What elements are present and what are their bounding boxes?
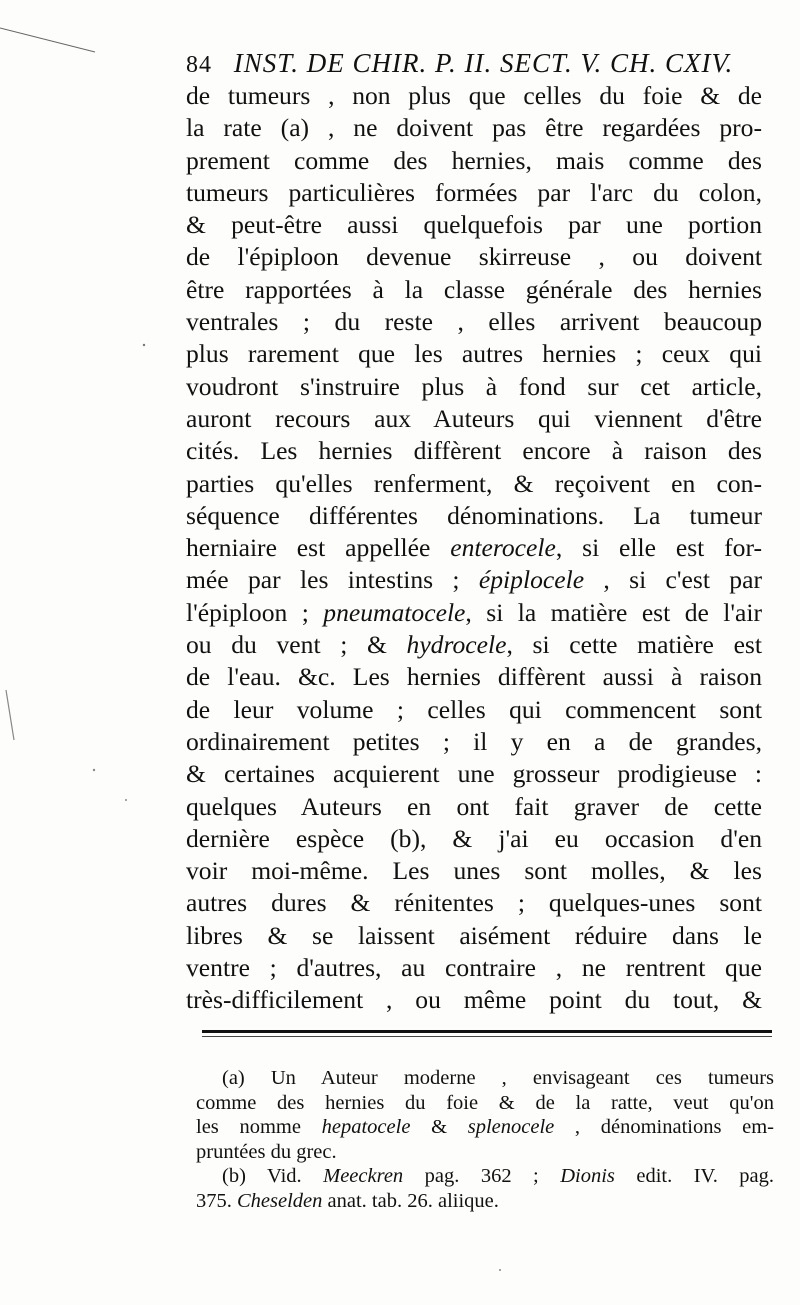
text-line	[186, 726, 762, 758]
page-number: 84	[186, 52, 212, 78]
text-line	[186, 758, 762, 790]
italic-term: pneumatocele	[323, 597, 466, 627]
text-segment: , si la matière est de l'air	[465, 597, 762, 627]
text-segment: libres & se laissent aisément réduire dans le	[186, 920, 762, 950]
text-line	[186, 435, 762, 467]
text-line	[186, 145, 762, 177]
text-segment: autres dures & rénitentes ; quelques-unes sont	[186, 888, 762, 918]
text-segment: tumeurs particulières formées par l'arc du colon,	[186, 177, 762, 207]
text-segment: , si c'est par	[584, 565, 762, 595]
text-line	[186, 855, 762, 887]
text-line	[186, 564, 762, 596]
text-segment: mée par les intestins ;	[186, 565, 479, 595]
text-segment: pruntées du grec.	[196, 1140, 337, 1163]
text-segment: & certaines acquierent une grosseur prodigieuse :	[186, 759, 762, 789]
italic-term: Meeckren	[323, 1165, 404, 1188]
text-segment: très-difficilement , ou même point du tout, &	[186, 985, 762, 1015]
text-line	[186, 694, 762, 726]
text-line	[186, 500, 762, 532]
scan-mark	[6, 690, 14, 740]
text-line	[186, 984, 762, 1016]
italic-term: hepatocele	[321, 1116, 411, 1139]
text-line	[186, 80, 762, 112]
footnote-rule	[202, 1030, 772, 1033]
text-segment: la rate (a) , ne doivent pas être regardées pro-	[186, 113, 762, 143]
footnote-line	[196, 1164, 774, 1189]
text-segment: séquence différentes dénominations. La tumeur	[186, 500, 762, 530]
text-segment: , dénominations em-	[554, 1116, 774, 1139]
text-segment: (a) Un Auteur moderne , envisageant ces tumeurs	[222, 1067, 774, 1089]
text-line	[186, 661, 762, 693]
text-segment: ordinairement petites ; il y en a de grandes,	[186, 726, 762, 756]
text-segment: parties qu'elles renferment, & reçoivent en con-	[186, 468, 762, 498]
text-segment: voir moi-même. Les unes sont molles, & les	[186, 856, 762, 886]
italic-term: Dionis	[560, 1165, 615, 1188]
text-segment: de l'épiploon devenue skirreuse , ou doivent	[186, 242, 762, 272]
text-segment: 375.	[196, 1189, 237, 1212]
text-segment: quelques Auteurs en ont fait graver de cette	[186, 791, 762, 821]
text-segment: l'épiploon ;	[186, 597, 324, 627]
italic-term: enterocele	[450, 533, 556, 563]
running-title: INST. DE CHIR. P. II. SECT. V. CH. CXIV.	[233, 48, 734, 78]
text-segment: auront recours aux Auteurs qui viennent d'être	[186, 403, 762, 433]
text-segment: de leur volume ; celles qui commencent sont	[186, 694, 762, 724]
footnotes	[196, 1066, 774, 1214]
text-line	[186, 209, 762, 241]
text-segment: ventrales ; du reste , elles arrivent beaucoup	[186, 307, 762, 337]
text-segment: , si cette matière est	[506, 630, 762, 660]
text-segment: & peut-être aussi quelquefois par une portion	[186, 210, 762, 240]
italic-term: hydrocele	[406, 630, 507, 660]
text-line	[186, 306, 762, 338]
speck	[93, 769, 95, 771]
text-segment: de l'eau. &c. Les hernies diffèrent aussi à raison	[186, 662, 762, 692]
text-segment: voudront s'instruire plus à fond sur cet article,	[186, 371, 762, 401]
text-line	[186, 887, 762, 919]
scan-mark	[0, 28, 95, 52]
text-line	[186, 403, 762, 435]
text-line	[186, 177, 762, 209]
text-segment: être rapportées à la classe générale des hernies	[186, 274, 762, 304]
text-line	[186, 952, 762, 984]
text-segment: ou du vent ; &	[186, 630, 407, 660]
text-segment: anat. tab. 26. aliique.	[322, 1189, 499, 1212]
footnote-line	[196, 1140, 774, 1165]
text-segment: prement comme des hernies, mais comme des	[186, 145, 762, 175]
speck	[125, 799, 127, 801]
text-line	[186, 920, 762, 952]
text-segment: , si elle est for-	[555, 533, 762, 563]
text-segment: pag. 362 ;	[403, 1165, 561, 1188]
footnote-line	[196, 1066, 774, 1091]
text-line	[186, 468, 762, 500]
text-segment: ventre ; d'autres, au contraire , ne rentrent que	[186, 953, 762, 983]
text-line	[186, 338, 762, 370]
text-segment: de tumeurs , non plus que celles du foie & de	[186, 81, 762, 110]
text-line	[186, 532, 762, 564]
text-line	[186, 823, 762, 855]
text-line	[186, 241, 762, 273]
footnote-line	[196, 1189, 774, 1214]
text-segment: (b) Vid.	[222, 1165, 324, 1188]
text-segment: dernière espèce (b), & j'ai eu occasion d'en	[186, 823, 762, 853]
text-line	[186, 597, 762, 629]
text-segment: cités. Les hernies diffèrent encore à raison des	[186, 436, 762, 466]
text-segment: plus rarement que les autres hernies ; ceux qui	[186, 339, 762, 369]
text-segment: les nomme	[196, 1116, 322, 1139]
text-segment: herniaire est appellée	[186, 533, 451, 563]
speck	[499, 1269, 501, 1271]
body-text	[186, 80, 762, 1017]
speck	[143, 344, 145, 346]
text-line	[186, 629, 762, 661]
text-line	[186, 274, 762, 306]
text-line	[186, 371, 762, 403]
footnote-line	[196, 1091, 774, 1116]
footnote-rule-thin	[202, 1036, 772, 1037]
text-segment: comme des hernies du foie & de la ratte, veut qu'on	[196, 1091, 774, 1114]
text-segment: edit. IV. pag.	[614, 1165, 775, 1188]
italic-term: splenocele	[467, 1116, 555, 1139]
footnote-line	[196, 1115, 774, 1140]
italic-term: épiplocele	[478, 565, 585, 595]
text-line	[186, 791, 762, 823]
text-segment: &	[410, 1116, 468, 1139]
text-line	[186, 112, 762, 144]
italic-term: Cheselden	[237, 1189, 323, 1212]
